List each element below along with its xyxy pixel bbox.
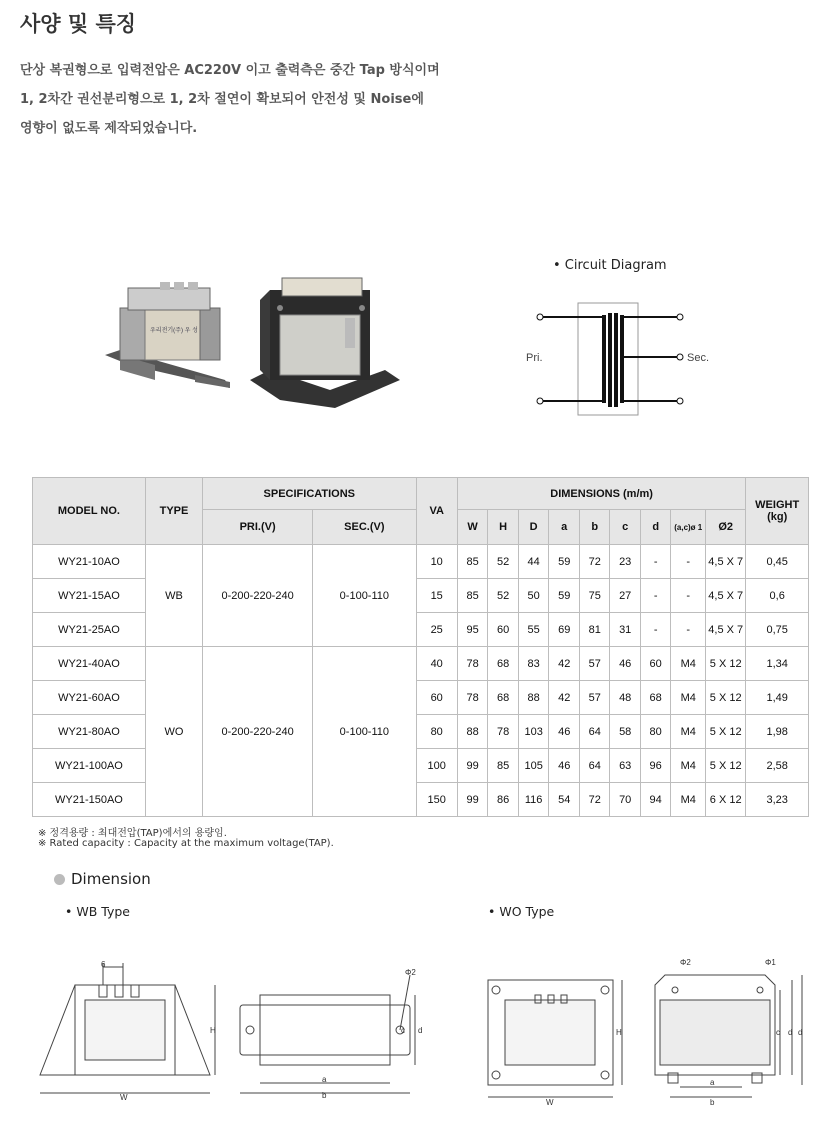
cell-dim: 116 <box>518 783 549 817</box>
cell-dim: 5 X 12 <box>706 647 746 681</box>
cell-dim: 42 <box>549 647 579 681</box>
dim-w-label: W <box>120 1093 128 1102</box>
cell-dim: M4 <box>671 749 706 783</box>
dim-a-label: a <box>322 1075 327 1084</box>
dim-6-label: 6 <box>101 960 106 969</box>
cell-sec: 0-100-110 <box>313 647 416 817</box>
cell-dim: 99 <box>457 783 487 817</box>
cell-dim: 72 <box>579 545 609 579</box>
wo-dim-phi1-label: Φ1 <box>765 958 776 967</box>
circuit-diagram <box>520 295 720 425</box>
cell-weight: 1,34 <box>746 647 809 681</box>
cell-dim: 64 <box>579 715 609 749</box>
cell-sec: 0-100-110 <box>313 545 416 647</box>
cell-va: 10 <box>416 545 457 579</box>
cell-dim: 68 <box>488 647 518 681</box>
cell-dim: 59 <box>549 545 579 579</box>
cell-dim: 68 <box>640 681 670 715</box>
col-va: VA <box>416 478 457 545</box>
spec-table <box>32 477 809 817</box>
cell-weight: 0,45 <box>746 545 809 579</box>
cell-dim: 68 <box>488 681 518 715</box>
cell-dim: 4,5 X 7 <box>706 545 746 579</box>
cell-dim: 31 <box>610 613 640 647</box>
cell-va: 15 <box>416 579 457 613</box>
cell-dim: 44 <box>518 545 549 579</box>
cell-dim: 78 <box>488 715 518 749</box>
cell-dim: 4,5 X 7 <box>706 579 746 613</box>
cell-dim: 63 <box>610 749 640 783</box>
cell-va: 40 <box>416 647 457 681</box>
cell-dim: 5 X 12 <box>706 681 746 715</box>
col-model: MODEL NO. <box>33 478 146 545</box>
wo-transformer-photo <box>250 278 400 408</box>
cell-dim: - <box>671 545 706 579</box>
wo-dim-d-label: d <box>788 1028 793 1037</box>
cell-dim: 42 <box>549 681 579 715</box>
cell-dim: 54 <box>549 783 579 817</box>
wo-dim-c-label: c <box>776 1028 780 1037</box>
cell-dim: M4 <box>671 715 706 749</box>
cell-dim: 85 <box>457 545 487 579</box>
cell-model: WY21-40AO <box>33 647 146 681</box>
cell-dim: 86 <box>488 783 518 817</box>
cell-dim: 69 <box>549 613 579 647</box>
cell-dim: 105 <box>518 749 549 783</box>
col-pri: PRI.(V) <box>203 510 313 545</box>
brand-label: 우리전기(주) 우 성 <box>150 328 198 334</box>
wo-type-title: • WO Type <box>488 904 555 919</box>
col-c: c <box>610 510 640 545</box>
cell-dim: 78 <box>457 681 487 715</box>
col-dd: d <box>640 510 670 545</box>
col-phi2: Ø2 <box>706 510 746 545</box>
table-row <box>33 545 809 579</box>
spec-table-body <box>33 545 809 817</box>
dim-h-label: H <box>210 1026 216 1035</box>
cell-model: WY21-15AO <box>33 579 146 613</box>
cell-dim: 85 <box>488 749 518 783</box>
cell-dim: 95 <box>457 613 487 647</box>
cell-weight: 0,6 <box>746 579 809 613</box>
cell-weight: 1,98 <box>746 715 809 749</box>
wo-dim-phi2-label: Φ2 <box>680 958 691 967</box>
cell-dim: 60 <box>488 613 518 647</box>
col-weight: WEIGHT (kg) <box>746 478 809 545</box>
cell-dim: 46 <box>610 647 640 681</box>
dim-b-label: b <box>322 1091 327 1100</box>
dim-c-label: c <box>401 1026 405 1035</box>
intro-line-2: 1, 2차간 권선분리형으로 1, 2차 절연이 확보되어 안전성 및 Noise에 <box>20 92 424 107</box>
pri-label: Pri. <box>526 352 543 364</box>
wb-type-title: • WB Type <box>65 904 130 919</box>
cell-dim: - <box>640 545 670 579</box>
cell-dim: - <box>640 613 670 647</box>
cell-dim: 4,5 X 7 <box>706 613 746 647</box>
col-sec: SEC.(V) <box>313 510 416 545</box>
cell-dim: 99 <box>457 749 487 783</box>
wo-dim-a-label: a <box>710 1078 715 1087</box>
wo-dim-dd-label: d <box>798 1028 803 1037</box>
cell-dim: 52 <box>488 545 518 579</box>
col-a: a <box>549 510 579 545</box>
cell-pri: 0-200-220-240 <box>203 647 313 817</box>
sec-label: Sec. <box>687 352 710 364</box>
note-korean: ※ 정격용량 : 최대전압(TAP)에서의 용량임. <box>38 828 227 839</box>
dim-d-label: d <box>418 1026 423 1035</box>
cell-va: 60 <box>416 681 457 715</box>
col-type: TYPE <box>145 478 202 545</box>
cell-dim: 58 <box>610 715 640 749</box>
cell-dim: 5 X 12 <box>706 749 746 783</box>
cell-dim: 23 <box>610 545 640 579</box>
wb-top-view <box>240 975 415 1093</box>
cell-dim: 60 <box>640 647 670 681</box>
col-b: b <box>579 510 609 545</box>
cell-dim: 57 <box>579 647 609 681</box>
cell-type: WB <box>145 545 202 647</box>
cell-dim: 70 <box>610 783 640 817</box>
cell-model: WY21-10AO <box>33 545 146 579</box>
cell-dim: 103 <box>518 715 549 749</box>
cell-model: WY21-60AO <box>33 681 146 715</box>
wo-front-view <box>488 980 622 1097</box>
col-phi1: (a,c)ø 1 <box>671 510 706 545</box>
cell-dim: 78 <box>457 647 487 681</box>
cell-model: WY21-150AO <box>33 783 146 817</box>
cell-dim: 52 <box>488 579 518 613</box>
cell-weight: 3,23 <box>746 783 809 817</box>
cell-dim: 55 <box>518 613 549 647</box>
cell-va: 100 <box>416 749 457 783</box>
cell-dim: 94 <box>640 783 670 817</box>
cell-dim: - <box>671 613 706 647</box>
note-english: ※ Rated capacity : Capacity at the maximum voltage(TAP). <box>38 838 334 849</box>
wb-transformer-photo <box>105 282 230 388</box>
wo-dim-w-label: W <box>546 1098 554 1107</box>
cell-type: WO <box>145 647 202 817</box>
cell-va: 25 <box>416 613 457 647</box>
cell-dim: 88 <box>518 681 549 715</box>
wo-dim-b-label: b <box>710 1098 715 1107</box>
page-title: 사양 및 특징 <box>20 12 137 36</box>
col-w: W <box>457 510 487 545</box>
col-h: H <box>488 510 518 545</box>
cell-dim: 46 <box>549 749 579 783</box>
cell-dim: 48 <box>610 681 640 715</box>
cell-model: WY21-80AO <box>33 715 146 749</box>
cell-dim: 81 <box>579 613 609 647</box>
cell-va: 80 <box>416 715 457 749</box>
cell-pri: 0-200-220-240 <box>203 545 313 647</box>
cell-weight: 2,58 <box>746 749 809 783</box>
dimension-title: Dimension <box>71 870 151 888</box>
cell-dim: 83 <box>518 647 549 681</box>
cell-dim: 64 <box>579 749 609 783</box>
cell-dim: M4 <box>671 681 706 715</box>
wb-dimension-drawing <box>35 955 425 1105</box>
cell-dim: - <box>671 579 706 613</box>
cell-dim: 85 <box>457 579 487 613</box>
cell-dim: 88 <box>457 715 487 749</box>
cell-dim: M4 <box>671 783 706 817</box>
cell-dim: 6 X 12 <box>706 783 746 817</box>
cell-dim: 27 <box>610 579 640 613</box>
cell-dim: 72 <box>579 783 609 817</box>
table-row <box>33 647 809 681</box>
wb-front-view <box>40 963 215 1093</box>
cell-model: WY21-25AO <box>33 613 146 647</box>
wo-dimension-drawing <box>480 945 810 1110</box>
intro-line-1: 단상 복권형으로 입력전압은 AC220V 이고 출력측은 중간 Tap 방식이며 <box>20 63 440 78</box>
col-dimensions: DIMENSIONS (m/m) <box>457 478 746 510</box>
cell-dim: 57 <box>579 681 609 715</box>
cell-va: 150 <box>416 783 457 817</box>
cell-dim: 46 <box>549 715 579 749</box>
cell-dim: M4 <box>671 647 706 681</box>
col-specifications: SPECIFICATIONS <box>203 478 416 510</box>
cell-dim: 59 <box>549 579 579 613</box>
intro-line-3: 영향이 없도록 제작되었습니다. <box>20 121 198 136</box>
product-photo <box>100 270 410 420</box>
cell-model: WY21-100AO <box>33 749 146 783</box>
cell-dim: 5 X 12 <box>706 715 746 749</box>
cell-weight: 0,75 <box>746 613 809 647</box>
dimension-bullet <box>54 874 65 885</box>
cell-dim: 80 <box>640 715 670 749</box>
dim-phi2-label: Φ2 <box>405 968 416 977</box>
cell-weight: 1,49 <box>746 681 809 715</box>
cell-dim: 50 <box>518 579 549 613</box>
circuit-diagram-title: • Circuit Diagram <box>553 258 667 273</box>
cell-dim: - <box>640 579 670 613</box>
cell-dim: 75 <box>579 579 609 613</box>
cell-dim: 96 <box>640 749 670 783</box>
col-d: D <box>518 510 549 545</box>
wo-dim-h-label: H <box>616 1028 622 1037</box>
